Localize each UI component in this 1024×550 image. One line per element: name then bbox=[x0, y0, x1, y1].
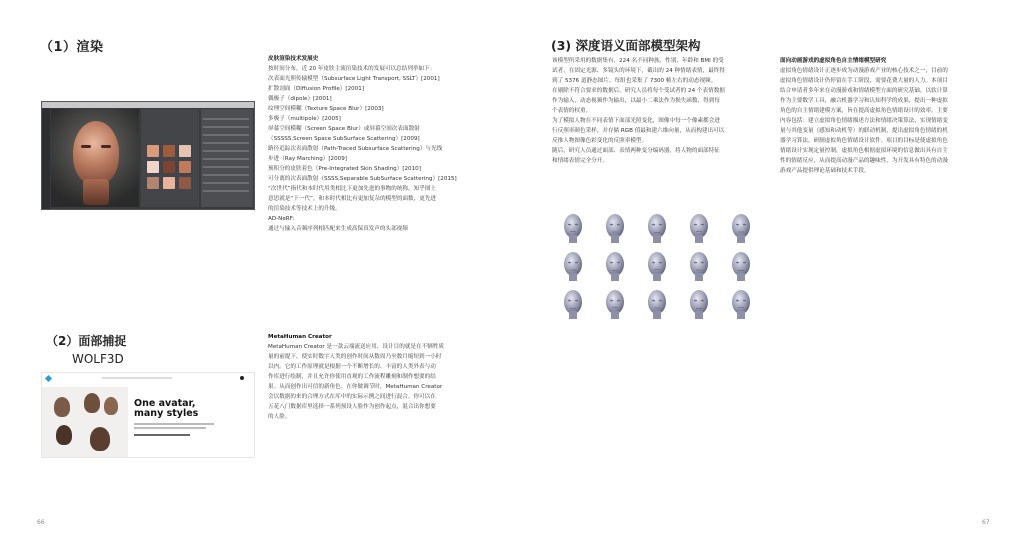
text-line: 的人脸。 bbox=[268, 414, 291, 420]
text-line: 器学习算法，研制虚拟角色情绪设计软件。项目的目标是使虚拟角色 bbox=[780, 138, 948, 144]
face-model-image bbox=[728, 212, 754, 244]
wolf3d-logo-icon bbox=[45, 375, 52, 382]
metahuman-title: MetaHuman Creator bbox=[268, 334, 332, 340]
face-model-image bbox=[686, 288, 712, 320]
text-line: 到了 5376 道静态图片，每组也采集了 7300 帧左右的动态视频。 bbox=[552, 78, 717, 84]
text-line: 角色的自主情绪建模方案，旨在提高虚拟角色情绪设计的效率。主要 bbox=[780, 108, 948, 114]
text-line: 果。从而创作出可信的新角色。在你做调节时，MetaHuman Creator bbox=[268, 384, 443, 390]
text-line: 纹理空间模糊（Texture Space Blur）[2003] bbox=[268, 106, 384, 112]
text-line: 量的前提下，使实时数字人类的创作时间从数周乃至数月缩短到一小时 bbox=[268, 354, 442, 360]
text-line: 虚拟角色情绪设计正逐步成为动漫游戏产业的核心技术之一，目前的 bbox=[780, 68, 948, 74]
text-line: 以内。它的工作原理就是根据一个不断增长的、丰富的人类外表与动 bbox=[268, 364, 436, 370]
wolf3d-label: WOLF3D bbox=[72, 352, 124, 366]
text-line: 可分离的次表面散射（SSSS,Separable SubSurface Scattering）[2015] bbox=[268, 176, 457, 182]
text-line: 为了模拟人物在不同表情下面部光照变化，图像中每一个像素都会进 bbox=[552, 118, 720, 124]
text-line: 虚拟角色情绪设计仍停留在手工阶段，需要花费大量的人力。本项目 bbox=[780, 78, 948, 84]
text-line: 试者，在固定光源、多镜头的环境下，截出的 24 种情绪表情，最终得 bbox=[552, 68, 725, 74]
text-line: 量与其他变量（感知和动机等）的联动机制，提出虚拟角色情绪的机 bbox=[780, 128, 948, 134]
text-line: 和情绪表情完全分开。 bbox=[552, 158, 608, 164]
deep-model-text bbox=[552, 56, 752, 166]
text-line: 通过与输入音频序列相匹配来生成高保真发声的头部视频 bbox=[268, 226, 408, 232]
rendering-history-text bbox=[268, 54, 490, 234]
text-line: 随后，研究人员通过面部、表情两种变分编码器，将人物的面部特征 bbox=[552, 148, 720, 154]
text-line: 偶极子（dipole）[2001] bbox=[268, 96, 332, 102]
face-model-image bbox=[560, 288, 586, 320]
text-line: 个表情的权重。 bbox=[552, 108, 592, 114]
face-model-image bbox=[644, 212, 670, 244]
text-line: AD-NeRF: bbox=[268, 216, 295, 222]
face-model-grid bbox=[556, 212, 766, 324]
page-number-right: 67 bbox=[982, 519, 990, 526]
face-model-image bbox=[560, 250, 586, 282]
text-line: 性的情绪反应，从而提高动漫产品的趣味性，为开发具有特色的动漫 bbox=[780, 158, 948, 164]
text-line: 意思就是“下一代”。和本时代相比有更加复杂的模型的面数，更先进 bbox=[268, 196, 437, 202]
text-line: 情绪设计实现定量控制，虚拟角色根据虚拟环境的信息做出具有自主 bbox=[780, 148, 948, 154]
text-line: 步进（Ray Marching）[2009] bbox=[268, 156, 347, 162]
text-line: 在剔除不符合要求的数据后，研究人员将每个受试者的 24 个表情数据 bbox=[552, 88, 725, 94]
text-line: 的渲染技术等技术上的升级。 bbox=[268, 206, 341, 212]
emotion-model-text bbox=[780, 56, 980, 176]
text-line: 皮肤渲染技术发展史 bbox=[268, 56, 319, 62]
metahuman-text bbox=[268, 332, 486, 422]
wolf3d-headline-line2: many styles bbox=[134, 408, 199, 419]
text-line: 内容包括：建立虚拟角色情绪描述方法和情绪决策算法，实现情绪变 bbox=[780, 118, 948, 124]
face-model-image bbox=[686, 212, 712, 244]
section-title-rendering: （1）渲染 bbox=[40, 40, 104, 55]
text-line: 多极子（multipole）[2005] bbox=[268, 116, 341, 122]
page-number-left: 66 bbox=[37, 519, 45, 526]
text-line: 次表面光照传输模型（Subsurface Light Transport, SSLT）[2001] bbox=[268, 76, 440, 82]
face-model-image bbox=[560, 212, 586, 244]
text-line: MetaHuman Creator 是一款云端流送应用，设计目的就是在不牺牲质 bbox=[268, 344, 444, 350]
face-model-image bbox=[728, 250, 754, 282]
wolf3d-headline-line1: One avatar, bbox=[134, 398, 196, 409]
text-line: 游戏产品提供理论基础和技术手段。 bbox=[780, 168, 870, 174]
text-line: 作库进行绘制，并且允许你使用直观的工作流程雕刻和制作想要的结 bbox=[268, 374, 436, 380]
section-title-deep-semantic: (3) 深度语义面部模型架构 bbox=[551, 38, 701, 53]
text-line: 屏幕空间模糊（Screen Space Blur）或屏幕空间次表面散射 bbox=[268, 126, 420, 132]
face-model-image bbox=[644, 250, 670, 282]
wolf3d-website-screenshot bbox=[41, 372, 255, 458]
face-model-image bbox=[602, 212, 628, 244]
text-line: “次世代”指代和本时代用类相比下更加先进的事物的统称，知乎图上 bbox=[268, 186, 437, 192]
text-line: 结合申请者多年来在动漫游戏和情绪模型方面的研究基础，以软计算 bbox=[780, 88, 948, 94]
text-line: 行反照率颜色采样，并存储 RGB 值最和建六维向量，从而构建出可以 bbox=[552, 128, 725, 134]
section-title-face-capture: （2）面部捕捉 bbox=[46, 334, 127, 348]
rendering-software-screenshot bbox=[41, 101, 255, 210]
face-model-image bbox=[602, 250, 628, 282]
text-line: 该模型所采用的数据集有，224 名不同种族、性别、年龄和 BMI 的受 bbox=[552, 58, 724, 64]
face-model-image bbox=[644, 288, 670, 320]
text-line: 按时间分布，近 20 年皮肤主流渲染技术的发展可以总结列举如下： bbox=[268, 66, 436, 72]
text-line: 反推人物图像色彩变化的反照率模型。 bbox=[552, 138, 648, 144]
menu-icon bbox=[240, 376, 244, 380]
text-line: 五花八门数据库里选择一系列预设人脸作为创作起点，混合出你想要 bbox=[268, 404, 436, 410]
text-line: 扩散剖面（Diffusion Profile）[2001] bbox=[268, 86, 365, 92]
text-line: 路径追踪次表面散射（Path-Traced Subsurface Scattering）与光线 bbox=[268, 146, 443, 152]
face-model-image bbox=[602, 288, 628, 320]
text-line: 会以数据的来的合理方式在库中的实际示例之间进行混合。你可以在 bbox=[268, 394, 436, 400]
emotion-model-title: 面向动画游戏的虚拟角色自主情绪模型研究 bbox=[780, 58, 887, 64]
text-line: 作为输入，动态视频作为输出，以最小二乘法作为损失函数，得到每 bbox=[552, 98, 720, 104]
face-model-image bbox=[728, 288, 754, 320]
text-line: 作为主要数学工具，融合机器学习和认知科学的成果，提出一种虚拟 bbox=[780, 98, 948, 104]
text-line: 预积分的皮肤着色（Pre-Integrated Skin Shading）[2010] bbox=[268, 166, 421, 172]
face-model-image bbox=[686, 250, 712, 282]
text-line: （SSSSS,Screen Space SubSurface Scattering）[2009] bbox=[268, 136, 420, 142]
